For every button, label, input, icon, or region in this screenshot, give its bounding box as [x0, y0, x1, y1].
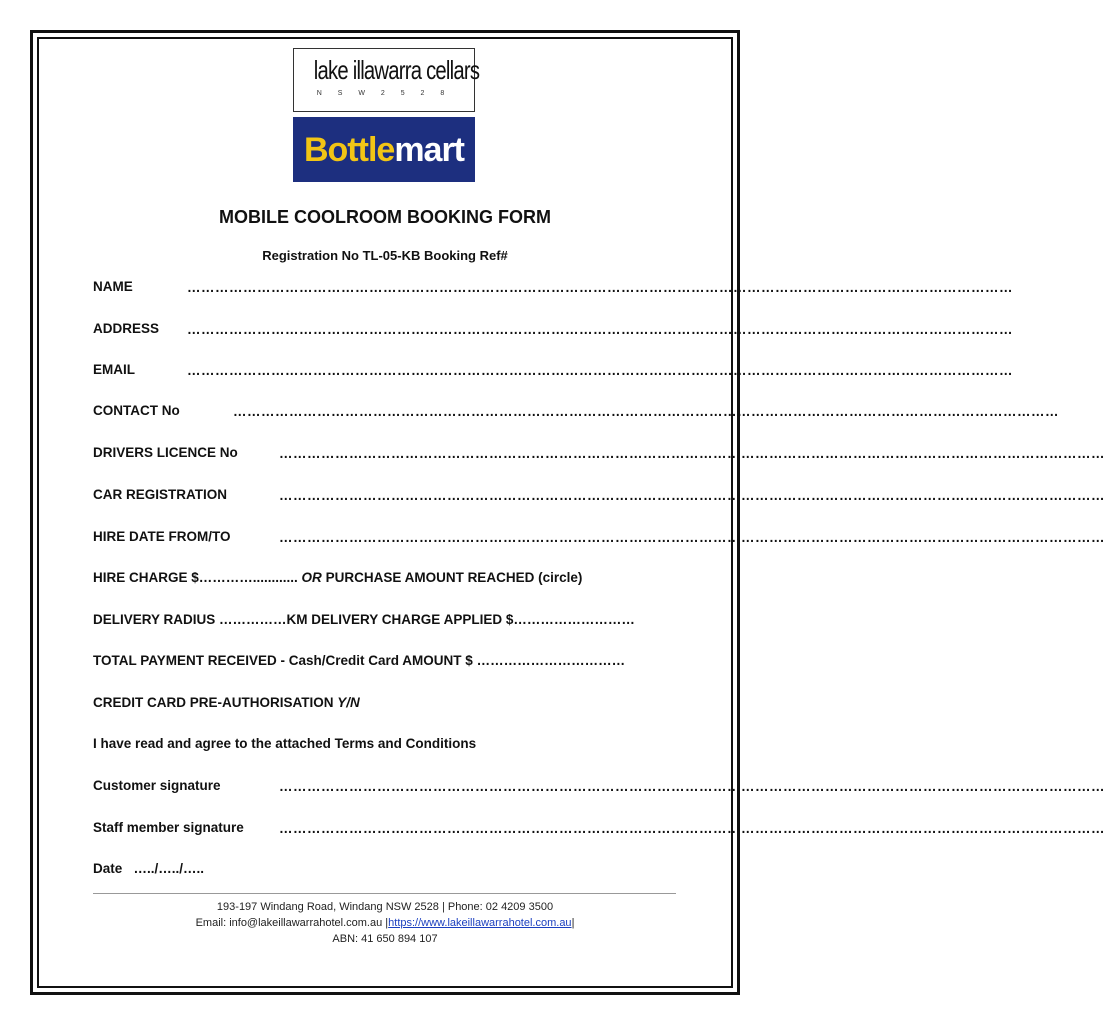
licence-label: DRIVERS LICENCE No	[93, 445, 238, 460]
email-field-blank[interactable]: ……………………………………………………………………………………………………………………………………………………………	[187, 363, 1013, 378]
footer-email: Email: info@lakeillawarrahotel.com.au |	[195, 917, 389, 929]
footer-separator: |	[571, 917, 575, 929]
date-blank[interactable]: …../…../…..	[133, 861, 205, 876]
delivery-radius-blank[interactable]: ……………	[219, 612, 287, 627]
preauth-line	[93, 695, 360, 713]
lake-logo-text: lake illawarra cellars	[313, 55, 480, 85]
form-title: MOBILE COOLROOM BOOKING FORM	[219, 207, 551, 227]
bottlemart-logo-part1: Bottle	[303, 131, 395, 169]
customer-signature-blank[interactable]: ……………………………………………………………………………………………………………………………………………………………	[279, 779, 1105, 794]
hire-charge-or: OR	[301, 570, 322, 585]
hire-charge-blank[interactable]: …………............	[198, 570, 298, 585]
footer-contact-line	[0, 917, 770, 929]
footer-divider	[93, 893, 676, 894]
footer-abn: ABN: 41 650 894 107	[332, 933, 438, 945]
total-payment-blank[interactable]: ……………………………	[476, 653, 626, 668]
delivery-line	[93, 612, 635, 630]
purchase-amount-text: PURCHASE AMOUNT REACHED (circle)	[325, 570, 583, 585]
delivery-charge-blank[interactable]: ………………………	[513, 612, 635, 627]
lake-illawarra-cellars-logo	[293, 48, 480, 112]
car-registration-field-blank[interactable]: ……………………………………………………………………………………………………………………………………………………………	[279, 488, 1105, 503]
footer-address: 193-197 Windang Road, Windang NSW 2528 | Phone: 02 4209 3500	[216, 901, 554, 913]
hire-date-field-blank[interactable]: ……………………………………………………………………………………………………………………………………………………………	[279, 530, 1105, 545]
address-label: ADDRESS	[93, 321, 160, 336]
date-line	[93, 861, 204, 879]
staff-signature-label: Staff member signature	[93, 820, 244, 835]
date-label: Date	[93, 861, 123, 876]
bottlemart-logo-text	[304, 131, 464, 170]
preauth-yn[interactable]: Y/N	[337, 695, 360, 710]
total-payment-label: TOTAL PAYMENT RECEIVED - Cash/Credit Card AMOUNT $	[93, 653, 473, 668]
delivery-radius-label: DELIVERY RADIUS	[93, 612, 216, 627]
footer-website-link[interactable]: https://www.lakeillawarrahotel.com.au	[388, 917, 572, 929]
email-label: EMAIL	[93, 362, 135, 377]
form-subtitle: Registration No TL-05-KB Booking Ref#	[262, 248, 508, 263]
delivery-charge-label: KM DELIVERY CHARGE APPLIED $	[286, 612, 514, 627]
bottlemart-logo-part2: mart	[394, 131, 465, 169]
hire-charge-line	[93, 570, 582, 588]
address-field-blank[interactable]: ……………………………………………………………………………………………………………………………………………………………	[187, 322, 1013, 337]
name-field-blank[interactable]: ……………………………………………………………………………………………………………………………………………………………	[187, 280, 1013, 295]
name-label: NAME	[93, 279, 133, 294]
contact-field-blank[interactable]: ……………………………………………………………………………………………………………………………………………………………	[233, 404, 1059, 419]
terms-agreement-text: I have read and agree to the attached Terms and Conditions	[93, 736, 477, 751]
customer-signature-label: Customer signature	[93, 778, 221, 793]
preauth-label: CREDIT CARD PRE-AUTHORISATION	[93, 695, 334, 710]
staff-signature-blank[interactable]: ……………………………………………………………………………………………………………………………………………………………	[279, 821, 1105, 836]
bottlemart-logo	[293, 117, 475, 182]
lake-logo-subtext: N S W 2 5 2 8	[316, 90, 452, 97]
total-payment-line	[93, 653, 625, 671]
licence-field-blank[interactable]: ……………………………………………………………………………………………………………………………………………………………	[279, 446, 1105, 461]
hire-date-label: HIRE DATE FROM/TO	[93, 529, 231, 544]
hire-charge-label: HIRE CHARGE $	[93, 570, 199, 585]
contact-label: CONTACT No	[93, 403, 180, 418]
car-registration-label: CAR REGISTRATION	[93, 487, 227, 502]
